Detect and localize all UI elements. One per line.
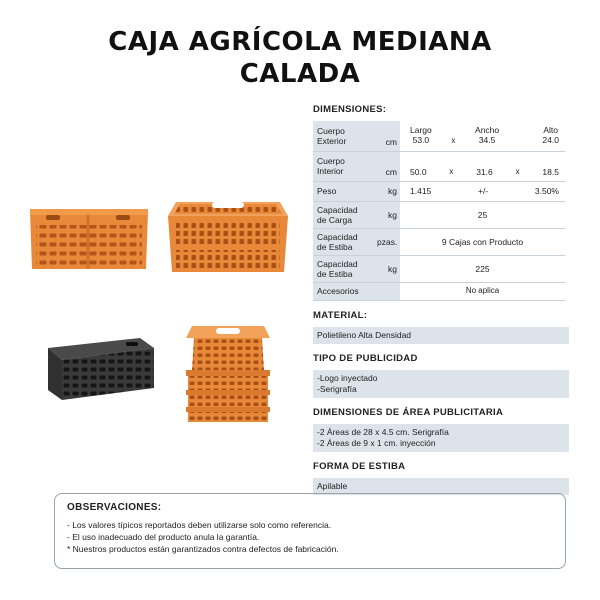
interior-ancho: 31.6: [476, 166, 493, 177]
estiba-pzas-unit: pzas.: [377, 228, 400, 255]
crate-photo-dark: [44, 334, 156, 404]
publicidad-list: [313, 370, 569, 398]
observaciones-line-1: - Los valores típicos reportados deben utilizarse solo como referencia.: [67, 520, 332, 530]
row-accesorios: [313, 282, 565, 300]
interior-largo: 50.0: [410, 166, 427, 177]
carga-value: 25: [477, 209, 488, 220]
carga-label-2: de Carga: [317, 214, 352, 225]
area-section: [313, 407, 565, 452]
publicidad-line-2: -Serigrafía: [317, 383, 357, 394]
publicidad-section: [313, 353, 565, 398]
peso-percent: 3.50%: [534, 186, 559, 196]
material-section: [313, 310, 565, 344]
row-carga: [313, 201, 565, 228]
crate-photo-stacked: [180, 324, 276, 424]
material-value: Polietileno Alta Densidad: [313, 327, 569, 344]
exterior-label-2: Exterior: [317, 135, 347, 146]
interior-x2: x: [515, 166, 520, 176]
estiba-pzas-value: 9 Cajas con Producto: [441, 236, 524, 247]
peso-label: Peso: [313, 181, 377, 201]
row-estiba-pzas: [313, 228, 565, 255]
estiba-kg-value: 225: [475, 263, 490, 274]
exterior-unit: cm: [377, 121, 400, 151]
estiba-kg-label-1: Capacidad: [317, 258, 358, 269]
interior-alto: 18.5: [542, 166, 559, 177]
observaciones-line-3: * Nuestros productos están garantizados contra defectos de fabricación.: [67, 544, 339, 554]
spec-panel: [313, 104, 565, 495]
peso-tolerance: +/-: [478, 186, 489, 196]
peso-unit: kg: [377, 181, 400, 201]
page-title: [0, 26, 600, 90]
estiba-kg-label-2: de Estiba: [317, 268, 353, 279]
exterior-x1: x: [451, 136, 456, 146]
estiba-value: Apilable: [313, 478, 569, 495]
header-alto: Alto: [543, 125, 559, 136]
header-largo: Largo: [410, 125, 432, 136]
estiba-kg-unit: kg: [377, 255, 400, 282]
dimensiones-heading: DIMENSIONES:: [313, 104, 387, 115]
carga-unit: kg: [377, 201, 400, 228]
exterior-label-1: Cuerpo: [317, 125, 345, 136]
peso-value: 1.415: [410, 186, 432, 196]
title-line-1: CAJA AGRÍCOLA MEDIANA: [108, 27, 492, 57]
carga-label-1: Capacidad: [317, 204, 358, 215]
observaciones-box: [54, 493, 566, 569]
accesorios-value: No aplica: [465, 286, 500, 295]
area-line-1: -2 Áreas de 28 x 4.5 cm. Serigrafía: [317, 426, 449, 437]
interior-unit: cm: [377, 151, 400, 181]
row-interior: [313, 151, 565, 181]
dimensions-table: [313, 121, 565, 301]
area-list: [313, 424, 569, 452]
observaciones-heading: OBSERVACIONES:: [67, 502, 162, 513]
interior-x1: x: [449, 166, 454, 176]
exterior-ancho: 34.5: [478, 135, 496, 146]
exterior-alto: 24.0: [542, 135, 559, 146]
row-estiba-kg: [313, 255, 565, 282]
estiba-pzas-label-2: de Estiba: [317, 241, 353, 252]
accesorios-label: Accesorios: [313, 282, 400, 300]
header-ancho: Ancho: [475, 125, 500, 136]
row-exterior: [313, 121, 565, 151]
estiba-pzas-label-1: Capacidad: [317, 231, 358, 242]
area-line-2: -2 Áreas de 9 x 1 cm. inyección: [317, 437, 436, 448]
crate-photo-angled: [166, 198, 290, 276]
estiba-section: [313, 461, 565, 495]
area-heading: DIMENSIONES DE ÁREA PUBLICITARIA: [313, 406, 504, 418]
observaciones-line-2: - El uso inadecuado del producto anula la garantía.: [67, 532, 260, 542]
interior-label-2: Interior: [317, 166, 344, 176]
crate-photo-side: [28, 205, 150, 273]
title-line-2: CALADA: [239, 59, 361, 89]
material-heading: MATERIAL:: [313, 309, 368, 321]
publicidad-heading: TIPO DE PUBLICIDAD: [313, 352, 418, 364]
estiba-heading: FORMA DE ESTIBA: [313, 460, 406, 472]
interior-label-1: Cuerpo: [317, 156, 345, 166]
publicidad-line-1: -Logo inyectado: [317, 372, 378, 383]
row-peso: [313, 181, 565, 201]
exterior-largo: 53.0: [412, 135, 430, 146]
